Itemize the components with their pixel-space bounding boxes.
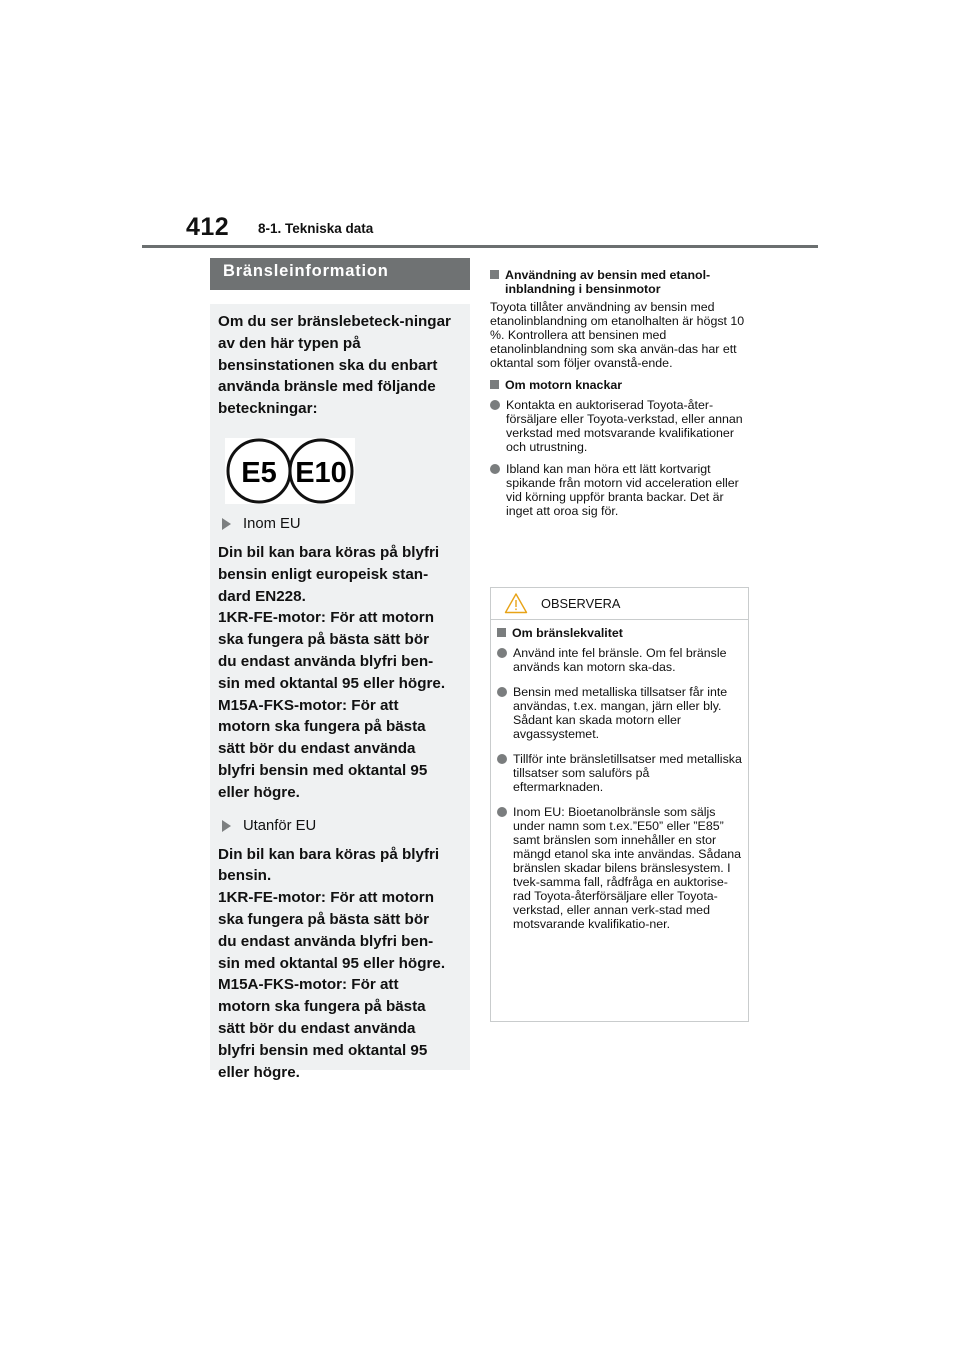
fuel-label-e10: E10 bbox=[295, 456, 347, 489]
eu-line: ska fungera på bästa sätt bör bbox=[218, 631, 430, 649]
knock-item-text: Kontakta en auktoriserad Toyota-åter-försäljare eller Toyota-verkstad, eller annan verkstad med motsvarande kvalifikationer och utrustning. bbox=[506, 398, 743, 454]
ethanol-text: Toyota tillåter användning av bensin med etanolinblandning om etanolhalten är högst 10 %. Kontrollera att bensinen med etanolinblandning som ska använ-das har ett oktantal som följer ovanstå-ende. bbox=[490, 300, 745, 370]
eu-line: du endast använda blyfri ben- bbox=[218, 652, 434, 670]
warning-item-text: Inom EU: Bioetanolbränsle som säljs under namn som t.ex.”E50” eller ”E85” samt bränslen som innehåller en stor mängd etanol ska inte användas. Sådana bränslen skadar bilens bränslesystem. I tvek-samma fall, rådfråga en auktorise-rad Toyota-återförsäljare eller Toyota-verkstad, eller annan verk-stad med motsvarande kvalifikatio-ner. bbox=[513, 805, 742, 931]
eu-line: sin med oktantal 95 eller högre. bbox=[218, 674, 446, 692]
warning-item-text: Använd inte fel bränsle. Om fel bränsle används kan motorn ska-das. bbox=[513, 646, 727, 674]
list-item bbox=[497, 752, 742, 794]
knock-heading: Om motorn knackar bbox=[505, 378, 623, 392]
circle-bullet-icon bbox=[497, 648, 507, 658]
circle-bullet-icon bbox=[490, 464, 500, 474]
warning-header bbox=[491, 588, 748, 620]
fuel-labels-image bbox=[225, 438, 355, 504]
list-item bbox=[497, 805, 742, 931]
square-bullet-icon bbox=[490, 380, 499, 389]
circle-bullet-icon bbox=[490, 400, 500, 410]
eu-line: motorn ska fungera på bästa bbox=[218, 718, 426, 736]
fuel-info-title-bar bbox=[210, 258, 470, 290]
non-eu-line: 1KR-FE-motor: För att motorn bbox=[218, 889, 434, 907]
eu-line: bensin enligt europeisk stan- bbox=[218, 565, 429, 583]
warning-item-text: Tillför inte bränsletillsatser med metalliska tillsatser som saluförs på eftermarknaden. bbox=[513, 752, 742, 794]
square-bullet-icon bbox=[497, 628, 506, 637]
section-title: 8-1. Tekniska data bbox=[258, 221, 374, 236]
square-bullet-icon bbox=[490, 270, 499, 279]
circle-bullet-icon bbox=[497, 687, 507, 697]
header-rule bbox=[142, 245, 818, 248]
knock-item-text: Ibland kan man höra ett lätt kortvarigt spikande från motorn vid acceleration eller vid körning uppför branta backar. Det är inget att oroa sig för. bbox=[506, 462, 739, 518]
non-eu-line: M15A-FKS-motor: För att bbox=[218, 976, 399, 994]
eu-label: Inom EU bbox=[243, 515, 301, 532]
eu-line: 1KR-FE-motor: För att motorn bbox=[218, 609, 434, 627]
warning-heading-row bbox=[497, 626, 742, 640]
fuel-info-box bbox=[210, 304, 470, 1081]
warning-body bbox=[491, 620, 748, 931]
ethanol-column bbox=[490, 268, 752, 526]
ethanol-heading-row bbox=[490, 268, 752, 296]
fuel-label-intro: Om du ser bränslebeteck-ningar av den här typen på bensinstationen ska du enbart använda bränsle med följande beteckningar: bbox=[218, 313, 451, 418]
eu-line: M15A-FKS-motor: För att bbox=[218, 696, 399, 714]
list-item bbox=[490, 462, 752, 518]
non-eu-line: Din bil kan bara köras på blyfri bbox=[218, 845, 440, 863]
knock-heading-row bbox=[490, 378, 752, 392]
fuel-info-title: Bränsleinformation bbox=[223, 262, 389, 280]
ethanol-heading: Användning av bensin med etanol-inblandning i bensinmotor bbox=[505, 268, 711, 296]
warning-item-text: Bensin med metalliska tillsatser får inte användas, t.ex. mangan, järn eller bly. Sådant kan skada motorn eller avgassystemet. bbox=[513, 685, 728, 741]
triangle-bullet-icon bbox=[222, 518, 231, 530]
warning-heading: Om bränslekvalitet bbox=[512, 626, 623, 640]
eu-line: dard EN228. bbox=[218, 587, 306, 605]
non-eu-line: bensin. bbox=[218, 867, 272, 885]
eu-line: blyfri bensin med oktantal 95 bbox=[218, 761, 428, 779]
non-eu-line: eller högre. bbox=[218, 1063, 300, 1081]
warning-title: OBSERVERA bbox=[541, 596, 621, 611]
eu-line: eller högre. bbox=[218, 783, 300, 801]
non-eu-line: du endast använda blyfri ben- bbox=[218, 932, 434, 950]
non-eu-line: motorn ska fungera på bästa bbox=[218, 998, 426, 1016]
page-number: 412 bbox=[186, 213, 230, 241]
warning-box bbox=[490, 587, 749, 1022]
fuel-label-e5: E5 bbox=[241, 456, 277, 489]
eu-line: sätt bör du endast använda bbox=[218, 740, 416, 758]
non-eu-label: Utanför EU bbox=[243, 817, 317, 834]
circle-bullet-icon bbox=[497, 754, 507, 764]
list-item bbox=[497, 685, 742, 741]
non-eu-line: sätt bör du endast använda bbox=[218, 1019, 416, 1037]
warning-icon bbox=[504, 592, 528, 614]
fuel-info-column bbox=[210, 258, 470, 1081]
circle-bullet-icon bbox=[497, 807, 507, 817]
non-eu-line: sin med oktantal 95 eller högre. bbox=[218, 954, 446, 972]
eu-subheading bbox=[222, 516, 462, 532]
non-eu-subheading bbox=[222, 818, 462, 834]
eu-line: Din bil kan bara köras på blyfri bbox=[218, 543, 440, 561]
list-item bbox=[490, 398, 752, 454]
list-item bbox=[497, 646, 742, 674]
non-eu-line: blyfri bensin med oktantal 95 bbox=[218, 1041, 428, 1059]
triangle-bullet-icon bbox=[222, 820, 231, 832]
non-eu-line: ska fungera på bästa sätt bör bbox=[218, 910, 430, 928]
